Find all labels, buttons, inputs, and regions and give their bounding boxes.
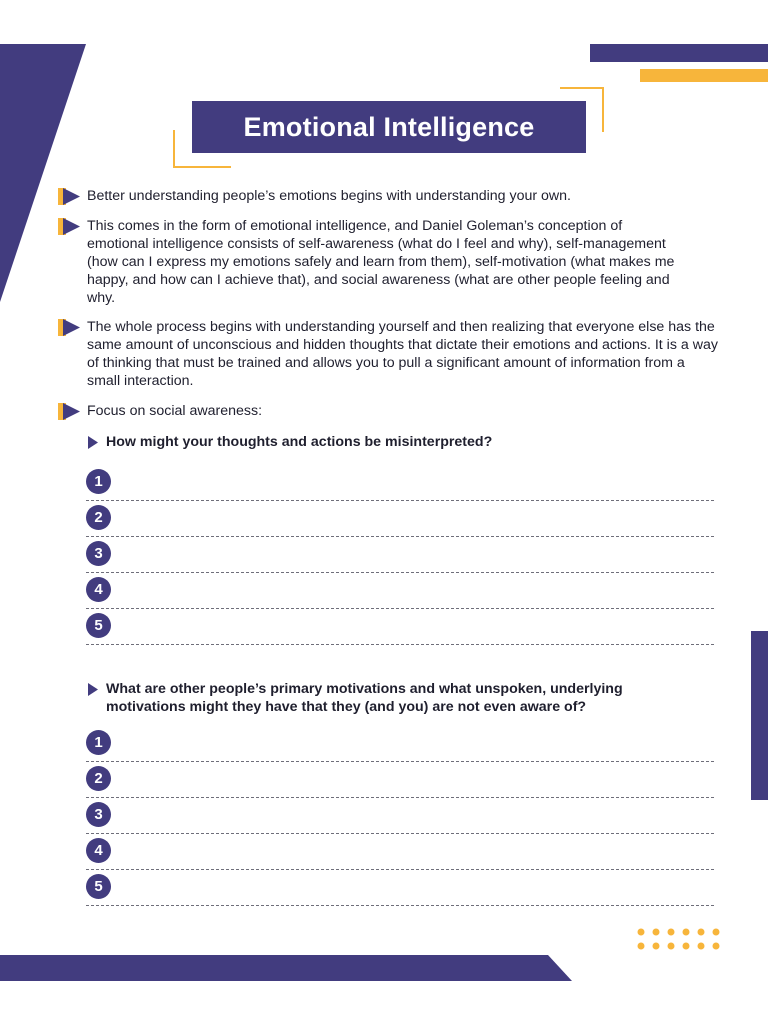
number-badge: 2 bbox=[86, 505, 111, 530]
question-2 bbox=[88, 680, 688, 716]
answer-line-1[interactable] bbox=[86, 726, 714, 762]
number-badge: 3 bbox=[86, 802, 111, 827]
number-badge: 5 bbox=[86, 874, 111, 899]
bottom-purple-band bbox=[0, 955, 572, 981]
bullet-text: Better understanding people’s emotions begins with understanding your own. bbox=[87, 188, 572, 204]
answer-line-3[interactable] bbox=[86, 537, 714, 573]
answer-line-4[interactable] bbox=[86, 573, 714, 609]
answer-line-2[interactable] bbox=[86, 501, 714, 537]
bullet-arrow-icon bbox=[58, 403, 82, 420]
number-badge: 4 bbox=[86, 577, 111, 602]
bullet-3 bbox=[58, 318, 718, 390]
page-title: Emotional Intelligence bbox=[192, 101, 586, 153]
bullet-text: This comes in the form of emotional intelligence, and Daniel Goleman’s conception of emotional intelligence consists of self-awareness (what do I feel and why), self-management (how can I express my emotions safely and learn from them), self-motivation (what makes me happy, and how can I achieve that), and social awareness (what are other people feeling and why. bbox=[87, 218, 675, 306]
question-1 bbox=[88, 433, 688, 451]
answer-line-5[interactable] bbox=[86, 870, 714, 906]
triangle-bullet-icon bbox=[88, 683, 98, 696]
answer-line-2[interactable] bbox=[86, 762, 714, 798]
bullet-arrow-icon bbox=[58, 319, 82, 336]
answer-line-1[interactable] bbox=[86, 465, 714, 501]
bullet-4 bbox=[58, 402, 718, 420]
triangle-bullet-icon bbox=[88, 436, 98, 449]
right-side-purple-bar bbox=[751, 631, 768, 800]
bullet-2 bbox=[58, 217, 718, 307]
question-text: How might your thoughts and actions be misinterpreted? bbox=[106, 434, 493, 450]
bullet-text: The whole process begins with understanding yourself and then realizing that everyone else has the same amount of unconscious and hidden thoughts that dictate their emotions and actions. It is a way of thinking that must be trained and allows you to pull a significant amount of information from a small interaction. bbox=[87, 319, 718, 389]
bullet-text: Focus on social awareness: bbox=[87, 403, 263, 419]
number-badge: 1 bbox=[86, 730, 111, 755]
number-badge: 2 bbox=[86, 766, 111, 791]
top-right-gold-bar bbox=[640, 69, 768, 82]
answer-line-5[interactable] bbox=[86, 609, 714, 645]
number-badge: 1 bbox=[86, 469, 111, 494]
bullet-arrow-icon bbox=[58, 188, 82, 205]
bullet-arrow-icon bbox=[58, 218, 82, 235]
question-text: What are other people’s primary motivations and what unspoken, underlying motivations might they have that they (and you) are not even aware of? bbox=[106, 681, 623, 715]
number-badge: 3 bbox=[86, 541, 111, 566]
number-badge: 4 bbox=[86, 838, 111, 863]
top-right-purple-bar bbox=[590, 44, 768, 62]
answer-line-3[interactable] bbox=[86, 798, 714, 834]
gold-dots-decoration bbox=[636, 928, 726, 952]
answer-line-4[interactable] bbox=[86, 834, 714, 870]
bullet-1 bbox=[58, 187, 718, 205]
number-badge: 5 bbox=[86, 613, 111, 638]
